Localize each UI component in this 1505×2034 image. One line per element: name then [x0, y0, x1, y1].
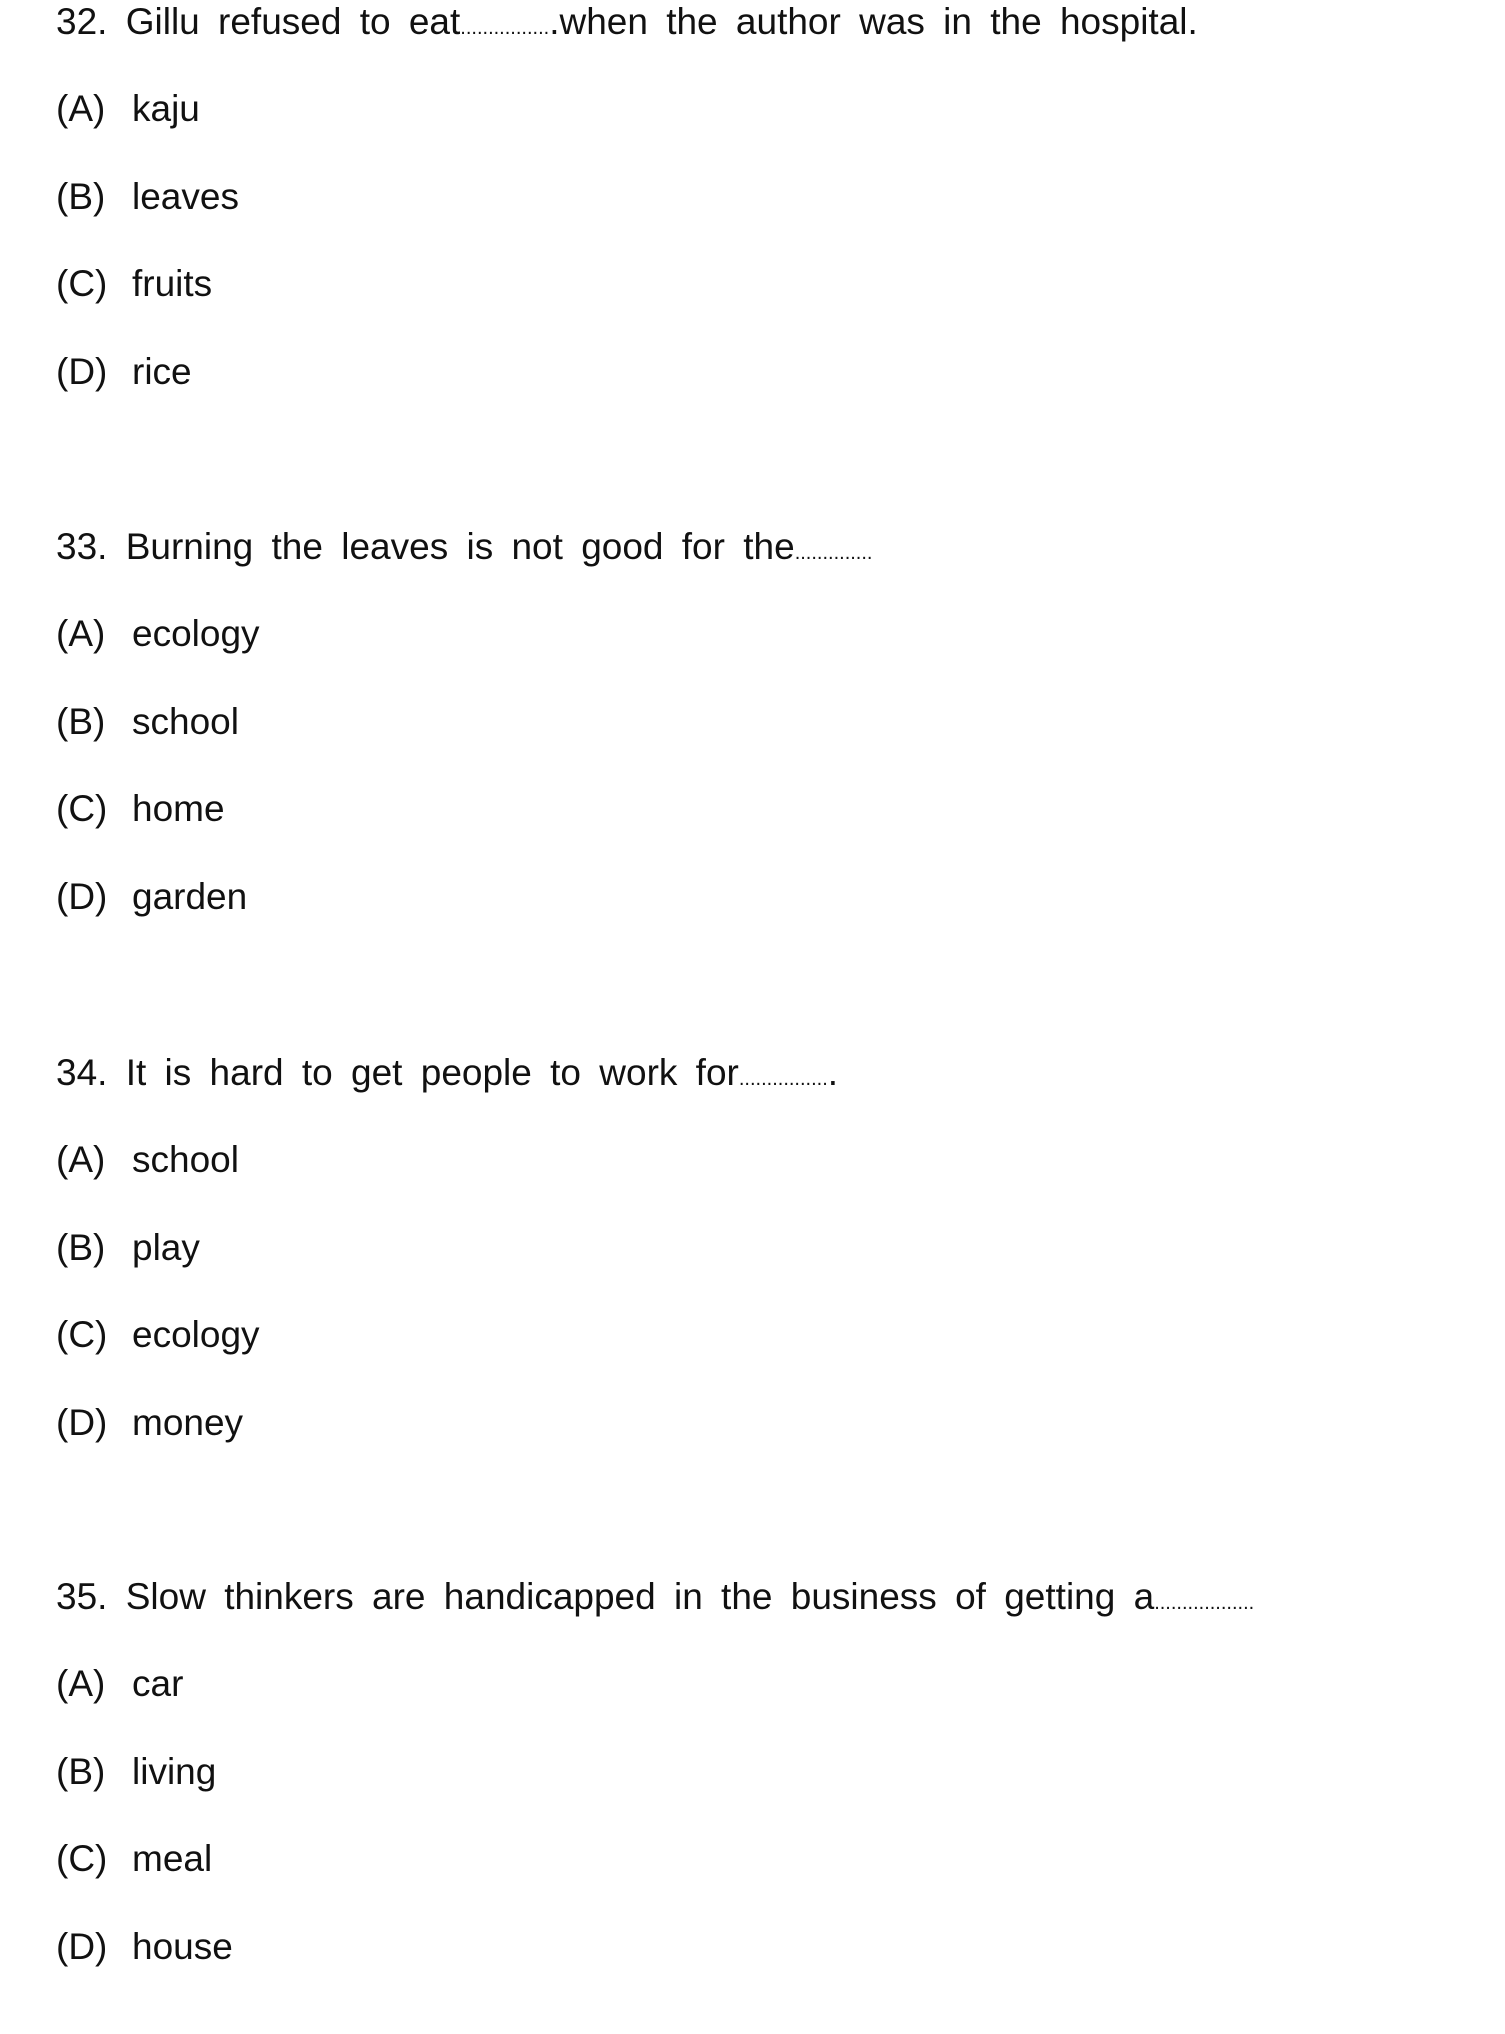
question-2 [56, 525, 872, 575]
option-text: kaju [132, 88, 200, 129]
option-text: living [132, 1750, 217, 1792]
option-label: (B) [56, 175, 106, 217]
answer-blank: .............. [794, 542, 873, 564]
option-label: (C) [56, 263, 108, 304]
question-1 [56, 0, 1198, 50]
option-label: (A) [56, 1139, 106, 1180]
option-text: house [132, 1925, 233, 1967]
option-text: rice [132, 350, 192, 392]
question-text: Gillu refused to eat [125, 1, 461, 42]
option-text: money [132, 1401, 244, 1443]
option-text: garden [132, 875, 248, 917]
option-text: fruits [132, 263, 213, 304]
option-item [56, 1750, 216, 1794]
option-label: (B) [56, 1750, 106, 1792]
option-item [56, 1401, 243, 1445]
option-label: (A) [56, 613, 106, 654]
answer-blank: ................ [460, 17, 550, 39]
option-text: school [132, 700, 239, 742]
option-text: car [132, 1663, 184, 1704]
option-item [56, 700, 239, 744]
question-number: 33. [56, 526, 108, 567]
option-label: (C) [56, 1314, 108, 1355]
question-number: 34. [56, 1052, 108, 1093]
option-item [56, 787, 225, 831]
question-number: 32. [56, 1, 108, 42]
option-label: (D) [56, 1925, 108, 1967]
question-text: Slow thinkers are handicapped in the business of getting a [125, 1576, 1155, 1617]
option-label: (A) [56, 88, 106, 129]
question-text: Burning the leaves is not good for the [125, 526, 795, 567]
question-text: It is hard to get people to work for [125, 1052, 739, 1093]
option-text: ecology [132, 613, 260, 654]
option-item [56, 87, 200, 131]
option-text: ecology [132, 1314, 260, 1355]
option-label: (D) [56, 350, 108, 392]
question-number: 35. [56, 1576, 108, 1617]
option-text: play [132, 1226, 200, 1268]
option-label: (D) [56, 1401, 108, 1443]
option-text: leaves [132, 175, 239, 217]
option-label: (B) [56, 700, 106, 742]
answer-blank: .................. [1154, 1592, 1255, 1614]
question-3 [56, 1051, 838, 1101]
option-item [56, 1138, 239, 1182]
option-label: (C) [56, 788, 108, 829]
option-item [56, 350, 192, 394]
option-text: home [132, 788, 225, 829]
option-item [56, 1662, 183, 1706]
question-text-end: . [827, 1052, 839, 1093]
question-text-end: .when the author was in the hospital. [549, 1, 1198, 42]
option-label: (D) [56, 875, 108, 917]
answer-blank: ................ [738, 1068, 828, 1090]
option-item [56, 1226, 200, 1270]
question-4 [56, 1575, 1254, 1625]
option-item [56, 262, 212, 306]
option-label: (B) [56, 1226, 106, 1268]
option-label: (A) [56, 1663, 106, 1704]
option-text: school [132, 1139, 239, 1180]
option-item [56, 875, 247, 919]
option-text: meal [132, 1838, 213, 1879]
option-label: (C) [56, 1838, 108, 1879]
option-item [56, 612, 260, 656]
option-item [56, 1925, 233, 1969]
option-item [56, 1837, 212, 1881]
option-item [56, 1313, 260, 1357]
option-item [56, 175, 239, 219]
